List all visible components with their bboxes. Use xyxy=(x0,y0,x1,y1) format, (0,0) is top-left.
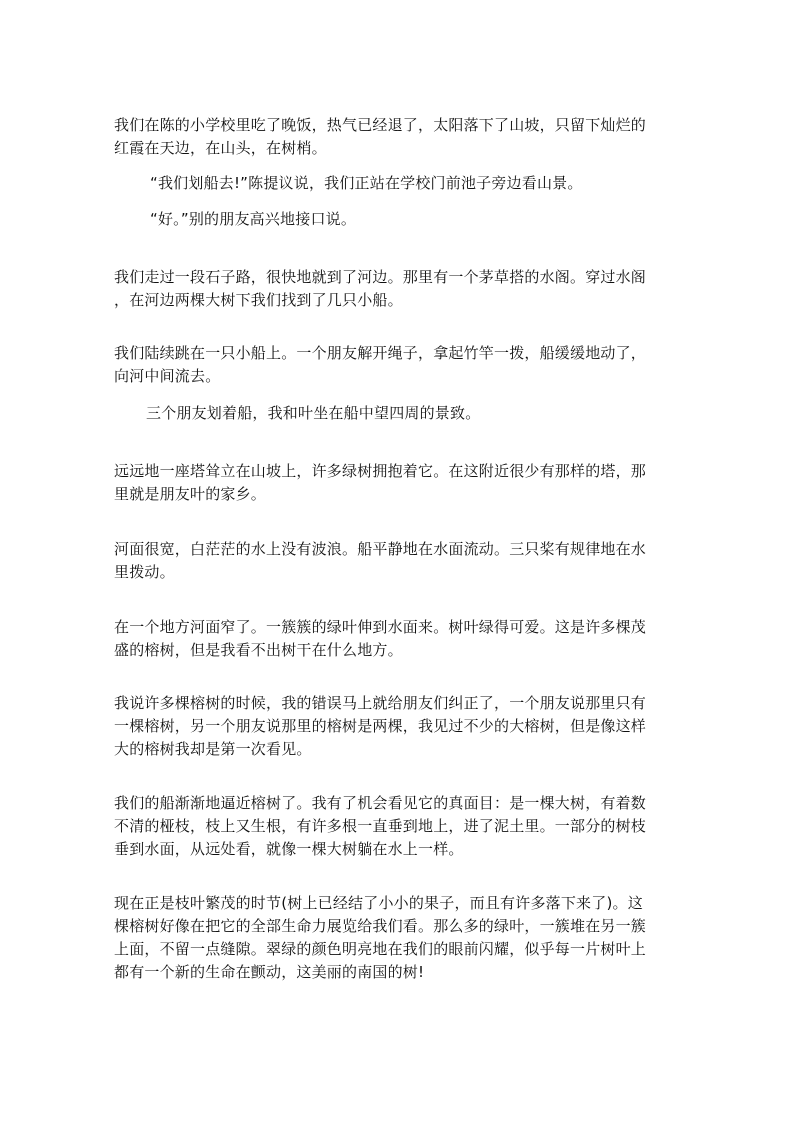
paragraph-4 xyxy=(114,266,678,312)
paragraph-11 xyxy=(114,792,678,861)
paragraph-line: 棵榕树好像在把它的全部生命力展览给我们看。那么多的绿叶，一簇堆在另一簇 xyxy=(114,917,647,935)
paragraph-line: 大的榕树我却是第一次看见。 xyxy=(114,740,312,758)
paragraph-line: 在一个地方河面窄了。一簇簇的绿叶伸到水面来。树叶绿得可爱。这是许多棵茂 xyxy=(114,618,647,636)
paragraph-line: 里就是朋友叶的家乡。 xyxy=(114,485,267,503)
paragraph-line: “好。”别的朋友高兴地接口说。 xyxy=(150,210,357,228)
paragraph-line: 红霞在天边，在山头，在树梢。 xyxy=(114,139,327,157)
paragraph-5 xyxy=(114,342,678,388)
paragraph-line: 河面很宽，白茫茫的水上没有波浪。船平静地在水面流动。三只桨有规律地在水 xyxy=(114,540,647,558)
paragraph-line: 我说许多棵榕树的时候，我的错误马上就给朋友们纠正了，一个朋友说那里只有 xyxy=(114,694,647,712)
paragraph-line: 我们在陈的小学校里吃了晚饭，热气已经退了，太阳落下了山坡，只留下灿烂的 xyxy=(114,116,647,134)
paragraph-12 xyxy=(114,892,678,984)
paragraph-line: 不清的桠枝，枝上又生根，有许多根一直垂到地上，进了泥土里。一部分的树枝 xyxy=(114,817,647,835)
paragraph-line: 我们的船渐渐地逼近榕树了。我有了机会看见它的真面目：是一棵大树，有着数 xyxy=(114,794,647,812)
paragraph-6 xyxy=(146,402,686,425)
paragraph-10 xyxy=(114,692,678,761)
paragraph-3 xyxy=(150,208,690,231)
paragraph-7 xyxy=(114,460,678,506)
paragraph-2 xyxy=(150,172,690,195)
paragraph-8 xyxy=(114,538,678,584)
paragraph-9 xyxy=(114,616,678,662)
paragraph-line: 向河中间流去。 xyxy=(114,367,221,385)
paragraph-line: ，在河边两棵大树下我们找到了几只小船。 xyxy=(114,291,403,309)
paragraph-line: 现在正是枝叶繁茂的时节(树上已经结了小小的果子，而且有许多落下来了)。这 xyxy=(114,894,643,912)
paragraph-line: 一棵榕树，另一个朋友说那里的榕树是两棵，我见过不少的大榕树，但是像这样 xyxy=(114,717,647,735)
paragraph-line: 盛的榕树，但是我看不出树干在什么地方。 xyxy=(114,641,403,659)
paragraph-line: 垂到水面，从远处看，就像一棵大树躺在水上一样。 xyxy=(114,840,464,858)
paragraph-line: 上面，不留一点缝隙。翠绿的颜色明亮地在我们的眼前闪耀，似乎每一片树叶上 xyxy=(114,940,647,958)
paragraph-line: “我们划船去!”陈提议说，我们正站在学校门前池子旁边看山景。 xyxy=(150,174,583,192)
paragraph-line: 我们陆续跳在一只小船上。一个朋友解开绳子，拿起竹竿一拨，船缓缓地动了， xyxy=(114,344,647,362)
paragraph-line: 三个朋友划着船，我和叶坐在船中望四周的景致。 xyxy=(146,404,481,422)
paragraph-line: 远远地一座塔耸立在山坡上，许多绿树拥抱着它。在这附近很少有那样的塔，那 xyxy=(114,462,647,480)
paragraph-line: 我们走过一段石子路，很快地就到了河边。那里有一个茅草搭的水阁。穿过水阁 xyxy=(114,268,647,286)
paragraph-1 xyxy=(114,114,678,160)
paragraph-line: 都有一个新的生命在颤动，这美丽的南国的树! xyxy=(114,963,425,981)
paragraph-line: 里拨动。 xyxy=(114,563,175,581)
